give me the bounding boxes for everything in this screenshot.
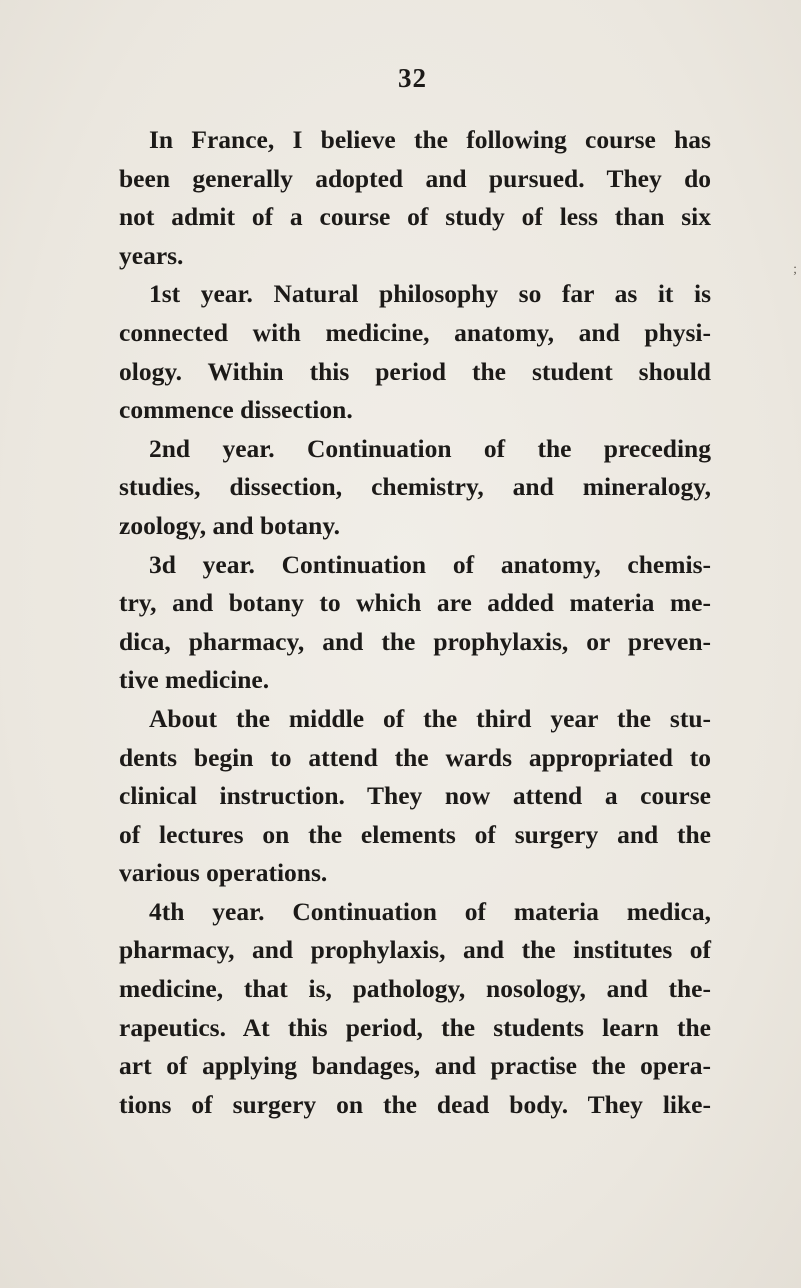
- text-line: medicine, that is, pathology, nosology, and the-: [119, 974, 711, 1004]
- text-line: dents begin to attend the wards appropriated to: [119, 742, 711, 772]
- text-line: try, and botany to which are added materia me-: [119, 588, 711, 618]
- edge-mark: ;: [793, 262, 797, 277]
- text-line: 2nd year. Continuation of the preceding: [149, 433, 711, 463]
- text-line: In France, I believe the following course has: [149, 125, 711, 154]
- text-line: various operations.: [119, 858, 328, 888]
- text-line: been generally adopted and pursued. They do: [119, 163, 711, 193]
- text-line: zoology, and botany.: [119, 510, 341, 540]
- text-line: rapeutics. At this period, the students learn the: [119, 1012, 711, 1042]
- text-line: About the middle of the third year the stu-: [149, 703, 711, 733]
- text-line: clinical instruction. They now attend a course: [119, 781, 711, 811]
- text-line: art of applying bandages, and practise the opera-: [119, 1051, 711, 1081]
- text-line: of lectures on the elements of surgery and the: [119, 819, 711, 849]
- text-line: 3d year. Continuation of anatomy, chemis-: [149, 549, 711, 579]
- text-line: studies, dissection, chemistry, and mineralogy,: [119, 472, 711, 502]
- text-line: 1st year. Natural philosophy so far as it is: [149, 279, 711, 309]
- text-line: commence dissection.: [119, 395, 353, 425]
- page-number: 32: [398, 63, 427, 93]
- text-line: connected with medicine, anatomy, and physi-: [119, 317, 711, 347]
- text-line: dica, pharmacy, and the prophylaxis, or preven-: [119, 626, 711, 656]
- text-line: tive medicine.: [119, 665, 270, 695]
- body-text: [119, 121, 711, 1124]
- text-line: pharmacy, and prophylaxis, and the institutes of: [119, 935, 711, 965]
- text-line: years.: [119, 240, 184, 270]
- text-line: ology. Within this period the student should: [119, 356, 711, 386]
- text-line: tions of surgery on the dead body. They like-: [119, 1089, 711, 1119]
- text-line: 4th year. Continuation of materia medica,: [149, 896, 711, 926]
- text-line: not admit of a course of study of less than six: [119, 202, 711, 232]
